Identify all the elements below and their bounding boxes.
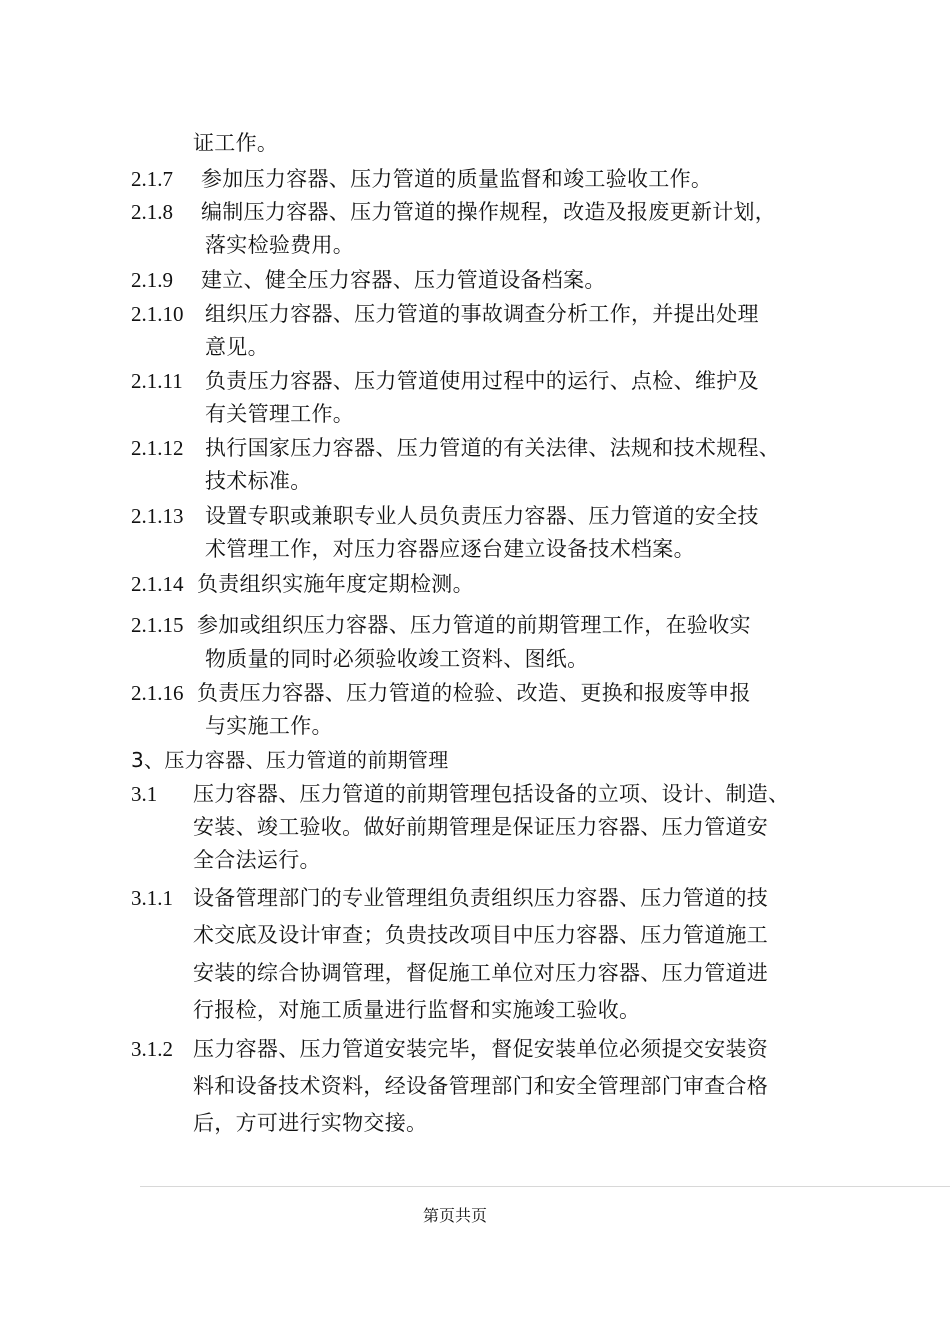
clause-number: 3.1.2 [131, 1037, 173, 1061]
clause-continuation: 后，方可进行实物交接。 [193, 1111, 428, 1135]
clause-text: 负责压力容器、压力管道使用过程中的运行、点检、维护及 [205, 369, 759, 393]
clause-number: 2.1.15 [131, 613, 184, 637]
clause-number: 2.1.8 [131, 200, 173, 224]
footer-divider [140, 1186, 950, 1187]
clause-continuation: 与实施工作。 [205, 714, 333, 738]
clause-text: 负责压力容器、压力管道的检验、改造、更换和报废等申报 [197, 681, 751, 705]
clause-continuation: 料和设备技术资料，经设备管理部门和安全管理部门审查合格 [193, 1074, 769, 1098]
clause-number: 2.1.16 [131, 681, 184, 705]
clause-number: 3.1.1 [131, 886, 173, 910]
clause-continuation: 全合法运行。 [193, 848, 321, 872]
section-heading: 3、压力容器、压力管道的前期管理 [131, 748, 449, 772]
clause-text: 建立、健全压力容器、压力管道设备档案。 [201, 268, 606, 292]
clause-text: 压力容器、压力管道的前期管理包括设备的立项、设计、制造、 [193, 782, 790, 806]
clause-text: 组织压力容器、压力管道的事故调查分析工作，并提出处理 [205, 302, 759, 326]
clause-continuation: 落实检验费用。 [205, 233, 355, 257]
clause-continuation: 有关管理工作。 [205, 402, 355, 426]
clause-number: 3.1 [131, 782, 158, 806]
clause-text: 设置专职或兼职专业人员负责压力容器、压力管道的安全技 [205, 504, 759, 528]
body-line: 证工作。 [193, 131, 279, 155]
clause-continuation: 安装的综合协调管理，督促施工单位对压力容器、压力管道进 [193, 961, 769, 985]
clause-text: 执行国家压力容器、压力管道的有关法律、法规和技术规程、 [205, 436, 781, 460]
clause-number: 2.1.9 [131, 268, 173, 292]
clause-text: 参加压力容器、压力管道的质量监督和竣工验收工作。 [201, 167, 713, 191]
clause-text: 参加或组织压力容器、压力管道的前期管理工作，在验收实 [197, 613, 751, 637]
clause-number: 2.1.13 [131, 504, 184, 528]
clause-continuation: 技术标准。 [205, 469, 312, 493]
clause-number: 2.1.11 [131, 369, 183, 393]
page-footer: 第页共页 [422, 1206, 487, 1225]
clause-continuation: 行报检，对施工质量进行监督和实施竣工验收。 [193, 998, 641, 1022]
clause-text: 设备管理部门的专业管理组负责组织压力容器、压力管道的技 [193, 886, 769, 910]
clause-continuation: 术管理工作，对压力容器应逐台建立设备技术档案。 [205, 537, 695, 561]
clause-number: 2.1.12 [131, 436, 184, 460]
clause-number: 2.1.10 [131, 302, 184, 326]
clause-continuation: 安装、竣工验收。做好前期管理是保证压力容器、压力管道安 [193, 815, 769, 839]
clause-text: 负责组织实施年度定期检测。 [197, 572, 474, 596]
clause-continuation: 意见。 [205, 335, 269, 359]
clause-continuation: 物质量的同时必须验收竣工资料、图纸。 [205, 647, 589, 671]
clause-number: 2.1.14 [131, 572, 184, 596]
clause-text: 编制压力容器、压力管道的操作规程，改造及报废更新计划， [201, 200, 777, 224]
clause-continuation: 术交底及设计审查；负贵技改项目中压力容器、压力管道施工 [193, 923, 769, 947]
clause-number: 2.1.7 [131, 167, 173, 191]
clause-text: 压力容器、压力管道安装完毕，督促安装单位必须提交安装资 [193, 1037, 769, 1061]
